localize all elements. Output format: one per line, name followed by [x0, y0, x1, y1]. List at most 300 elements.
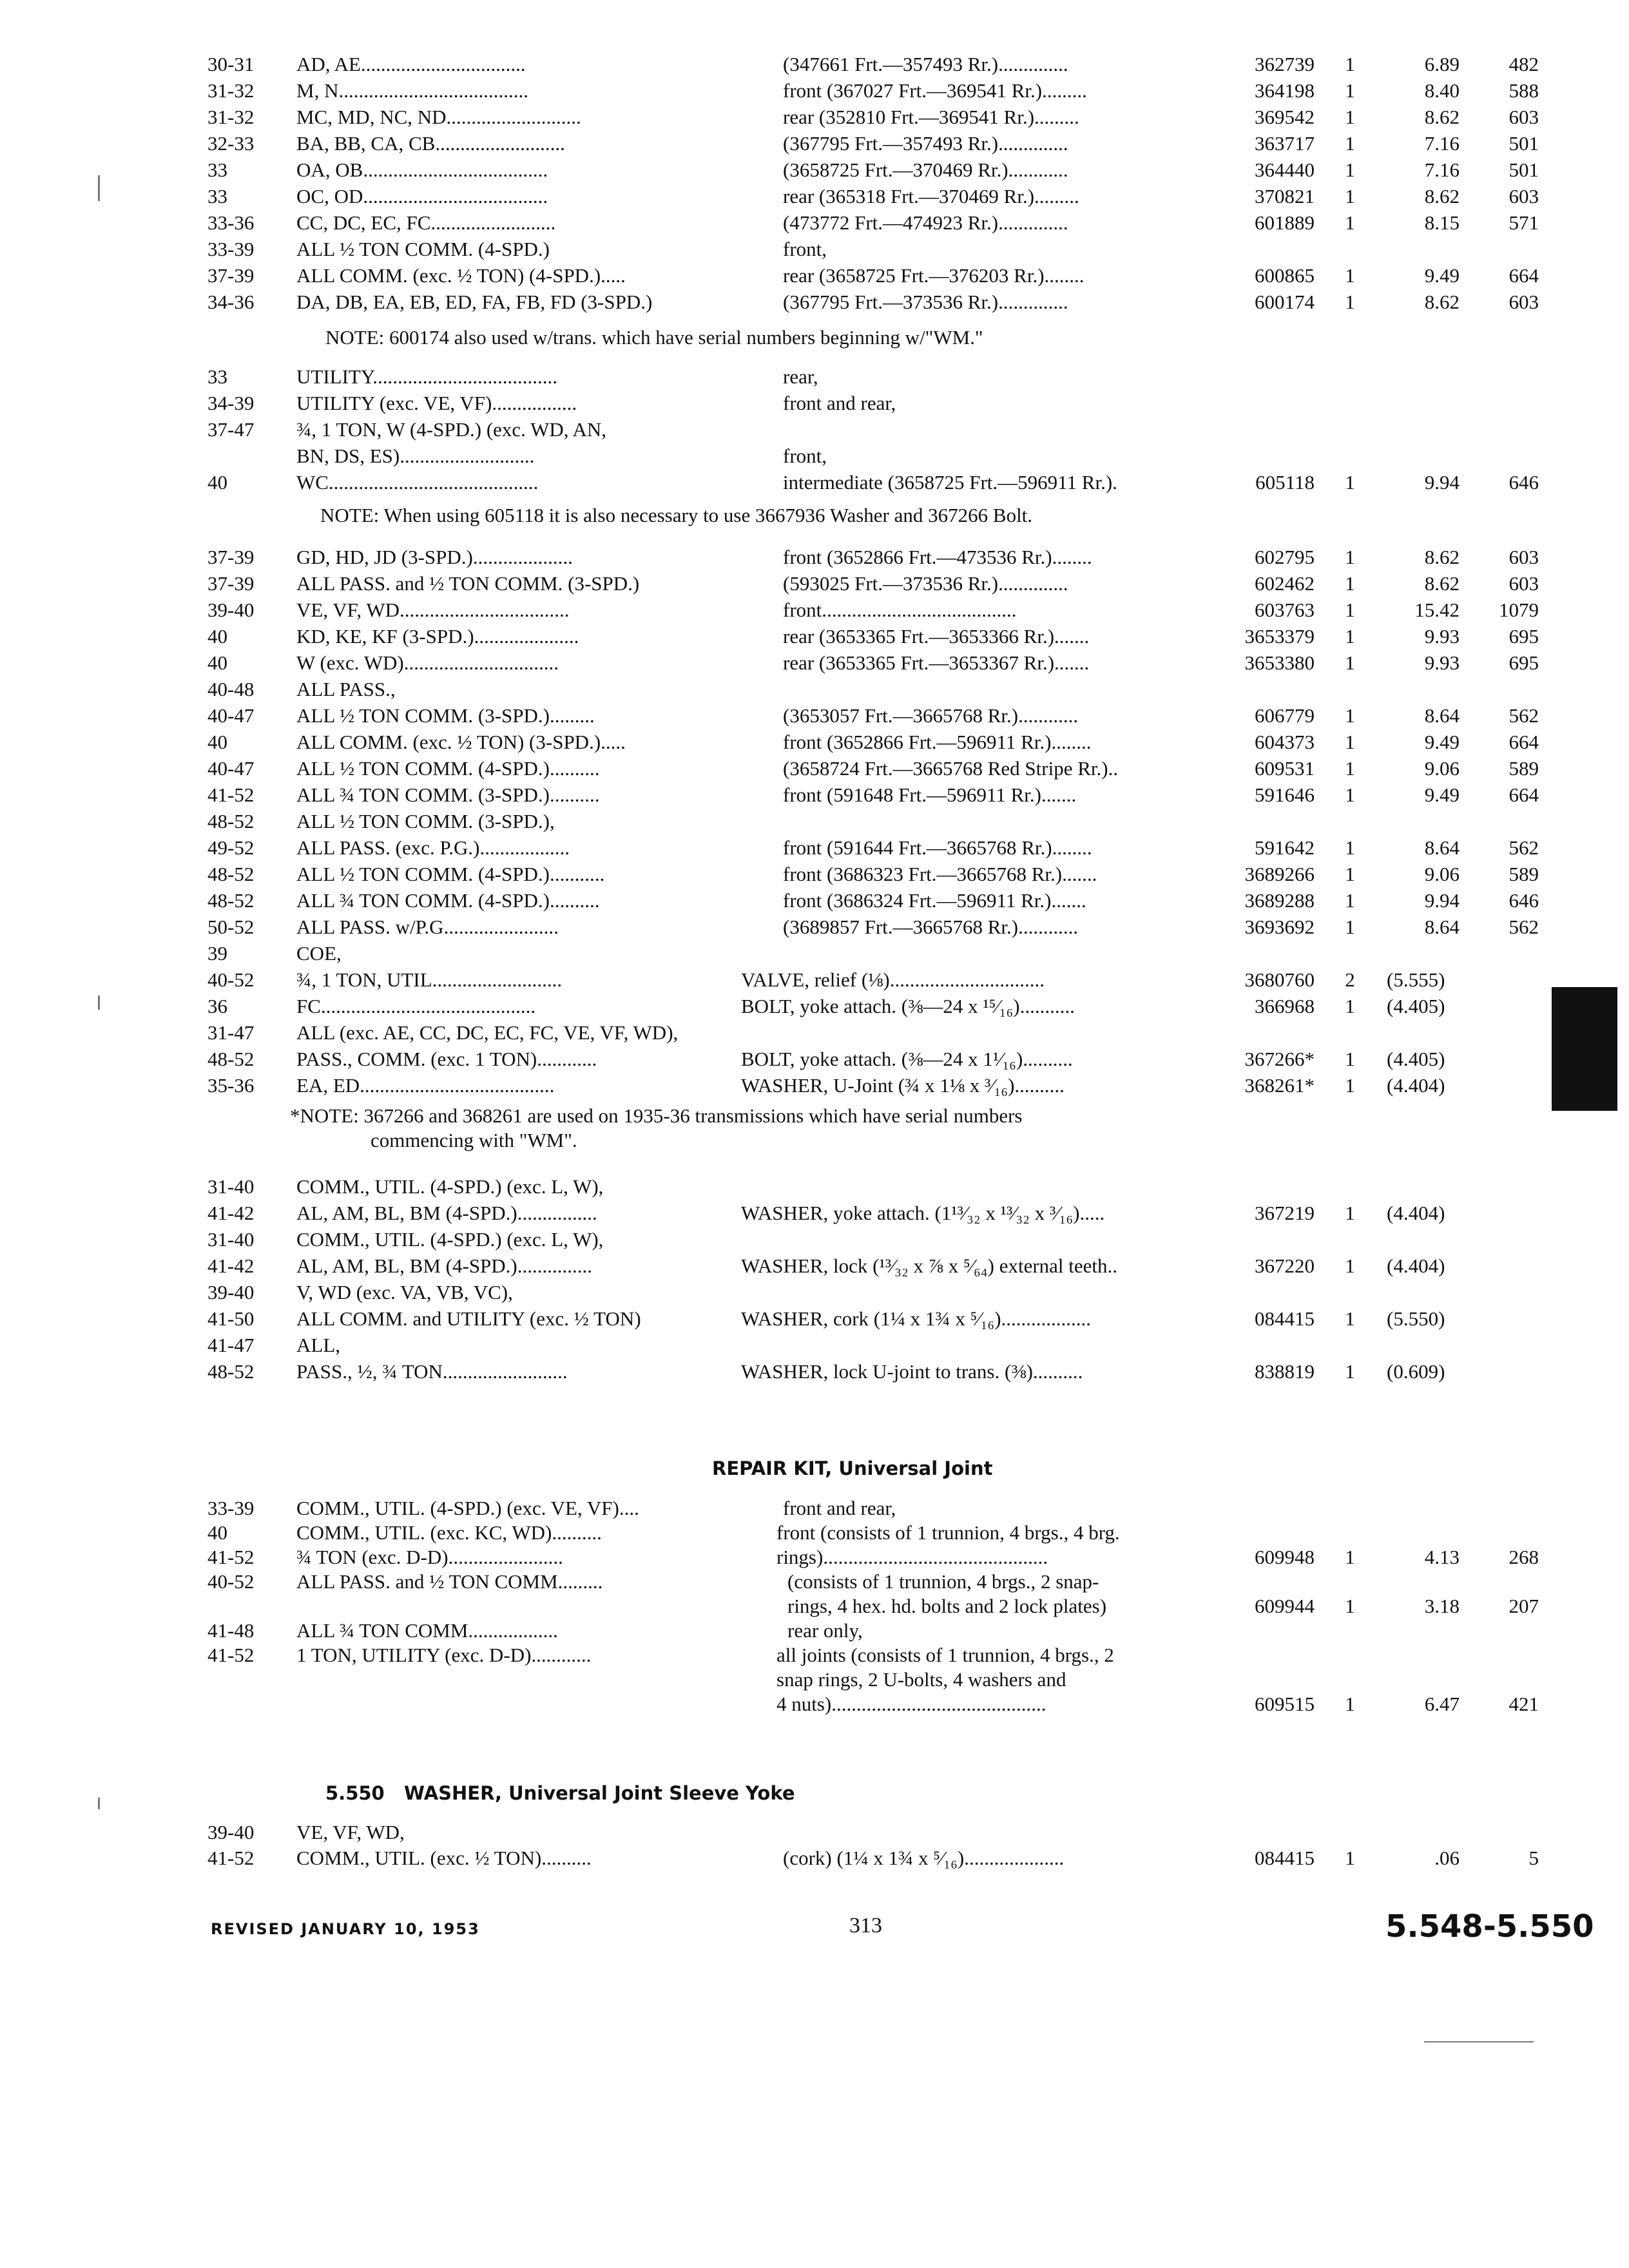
table-row — [0, 1306, 1629, 1332]
model-cell: GD, HD, JD (3-SPD.).................... — [296, 546, 573, 568]
note-serial-wm: NOTE: 600174 also used w/trans. which have serial numbers beginning w/"WM." — [325, 326, 983, 349]
price: 8.62 — [1424, 106, 1460, 128]
description-cell: rear (365318 Frt.—370469 Rr.)......... — [783, 185, 1079, 207]
part-number: 367266* — [1244, 1048, 1315, 1070]
price: 3.18 — [1424, 1595, 1460, 1617]
section-reference: (4.405) — [1387, 995, 1445, 1017]
year-range: 41-52 — [207, 1644, 255, 1666]
year-range: 31-40 — [207, 1175, 255, 1198]
part-number: 366968 — [1255, 995, 1315, 1017]
table-row — [0, 1593, 1629, 1619]
year-range: 40-47 — [207, 704, 255, 727]
quantity: 1 — [1345, 625, 1355, 648]
year-range: 40-52 — [207, 968, 255, 991]
year-range: 37-39 — [207, 572, 255, 595]
table-row — [0, 157, 1629, 183]
description-cell: rings)............................................. — [776, 1546, 1048, 1568]
year-range: 41-47 — [207, 1334, 255, 1356]
year-range: 40 — [207, 471, 227, 494]
quantity: 1 — [1345, 1048, 1355, 1070]
model-cell: CC, DC, EC, FC......................... — [296, 211, 556, 234]
weight: 562 — [1509, 704, 1539, 727]
model-cell: PASS., COMM. (exc. 1 TON)............ — [296, 1048, 597, 1070]
table-row — [0, 677, 1629, 702]
section-range: 5.548-5.550 — [1385, 1908, 1594, 1945]
part-number: 609948 — [1255, 1546, 1315, 1568]
weight: 562 — [1509, 916, 1539, 938]
table-row — [0, 624, 1629, 649]
table-row — [0, 1227, 1629, 1253]
description-cell: WASHER, yoke attach. (1¹³⁄₃₂ x ¹³⁄₃₂ x ³⁄₁₆)..... — [741, 1202, 1105, 1224]
description-cell: front (consists of 1 trunnion, 4 brgs., 4 brg. — [776, 1521, 1120, 1544]
description-cell: (473772 Frt.—474923 Rr.).............. — [783, 211, 1068, 234]
year-range: 30-31 — [207, 53, 255, 75]
part-number: 609515 — [1255, 1693, 1315, 1715]
quantity: 1 — [1345, 1307, 1355, 1330]
part-number: 370821 — [1255, 185, 1315, 207]
table-row — [0, 544, 1629, 570]
description-cell: front (591648 Frt.—596911 Rr.)....... — [783, 783, 1077, 806]
model-cell: BN, DS, ES)........................... — [296, 445, 535, 467]
quantity: 1 — [1345, 783, 1355, 806]
section-reference: (4.404) — [1387, 1202, 1445, 1224]
price: 9.93 — [1424, 625, 1460, 648]
weight: 695 — [1509, 625, 1539, 648]
part-number: 363717 — [1255, 132, 1315, 155]
quantity: 1 — [1345, 995, 1355, 1017]
model-cell: DA, DB, EA, EB, ED, FA, FB, FD (3-SPD.) — [296, 291, 653, 313]
table-row — [0, 1544, 1629, 1570]
model-cell: ALL PASS. and ½ TON COMM......... — [296, 1570, 603, 1593]
table-row — [0, 131, 1629, 157]
year-range: 48-52 — [207, 863, 255, 885]
model-cell: EA, ED....................................... — [296, 1074, 555, 1097]
table-row — [0, 571, 1629, 597]
model-cell: MC, MD, NC, ND........................... — [296, 106, 581, 128]
quantity: 1 — [1345, 53, 1355, 75]
part-number: 838819 — [1255, 1360, 1315, 1383]
description-cell: front (367027 Frt.—369541 Rr.)......... — [783, 79, 1087, 102]
table-row — [0, 417, 1629, 443]
description-cell: BOLT, yoke attach. (⅜—24 x 1¹⁄₁₆).......... — [741, 1048, 1073, 1070]
part-number: 362739 — [1255, 53, 1315, 75]
part-number: 084415 — [1255, 1847, 1315, 1869]
table-row — [0, 1046, 1629, 1072]
price: 7.16 — [1424, 132, 1460, 155]
part-number: 364198 — [1255, 79, 1315, 102]
model-cell: COE, — [296, 942, 342, 965]
quantity: 1 — [1345, 1847, 1355, 1869]
table-row — [0, 941, 1629, 966]
year-range: 40-52 — [207, 1570, 255, 1593]
note-washer-bolt: NOTE: When using 605118 it is also necessary to use 3667936 Washer and 367266 Bolt. — [320, 504, 1033, 526]
page-number: 313 — [849, 1914, 882, 1937]
price: 8.62 — [1424, 185, 1460, 207]
description-cell: front (591644 Frt.—3665768 Rr.)........ — [783, 836, 1092, 859]
part-number: 603763 — [1255, 599, 1315, 621]
part-number: 600174 — [1255, 291, 1315, 313]
description-cell: (347661 Frt.—357493 Rr.).............. — [783, 53, 1068, 75]
table-row — [0, 364, 1629, 390]
weight: 589 — [1509, 863, 1539, 885]
part-number: 609944 — [1255, 1595, 1315, 1617]
part-number: 3653379 — [1244, 625, 1315, 648]
price: 8.64 — [1424, 704, 1460, 727]
description-cell: WASHER, lock (¹³⁄₃₂ x ⅞ x ⁵⁄₆₄) external teeth.. — [741, 1254, 1118, 1277]
weight: 664 — [1509, 264, 1539, 287]
year-range: 41-48 — [207, 1619, 255, 1642]
quantity: 1 — [1345, 211, 1355, 234]
description-cell: (3689857 Frt.—3665768 Rr.)............ — [783, 916, 1079, 938]
section-heading-repair-kit: REPAIR KIT, Universal Joint — [712, 1457, 993, 1479]
description-cell: BOLT, yoke attach. (⅜—24 x ¹⁵⁄₁₆)........... — [741, 995, 1075, 1017]
table-row — [0, 914, 1629, 940]
weight: 603 — [1509, 185, 1539, 207]
year-range: 34-39 — [207, 392, 255, 414]
section-heading-washer: 5.550 WASHER, Universal Joint Sleeve Yoke — [325, 1782, 795, 1804]
description-cell: snap rings, 2 U-bolts, 4 washers and — [776, 1668, 1066, 1691]
scan-mark — [1424, 2041, 1534, 2042]
weight: 268 — [1509, 1546, 1539, 1568]
price: 9.49 — [1424, 731, 1460, 753]
quantity: 1 — [1345, 1360, 1355, 1383]
model-cell: M, N...................................... — [296, 79, 528, 102]
year-range: 32-33 — [207, 132, 255, 155]
quantity: 1 — [1345, 599, 1355, 621]
year-range: 48-52 — [207, 889, 255, 912]
table-row — [0, 390, 1629, 416]
year-range: 41-52 — [207, 1546, 255, 1568]
model-cell: COMM., UTIL. (exc. KC, WD).......... — [296, 1521, 602, 1544]
table-row — [0, 184, 1629, 209]
year-range: 49-52 — [207, 836, 255, 859]
quantity: 1 — [1345, 185, 1355, 207]
table-row — [0, 597, 1629, 623]
quantity: 1 — [1345, 159, 1355, 181]
part-number: 368261* — [1244, 1074, 1315, 1097]
weight: 664 — [1509, 731, 1539, 753]
quantity: 1 — [1345, 79, 1355, 102]
weight: 588 — [1509, 79, 1539, 102]
weight: 501 — [1509, 132, 1539, 155]
description-cell: (367795 Frt.—357493 Rr.).............. — [783, 132, 1068, 155]
model-cell: AL, AM, BL, BM (4-SPD.)............... — [296, 1254, 593, 1277]
table-row — [0, 1520, 1629, 1546]
quantity: 1 — [1345, 572, 1355, 595]
table-row — [0, 443, 1629, 469]
table-row — [0, 967, 1629, 993]
part-number: 3689266 — [1244, 863, 1315, 885]
description-cell: (3658725 Frt.—370469 Rr.)............ — [783, 159, 1068, 181]
quantity: 1 — [1345, 731, 1355, 753]
price: 8.62 — [1424, 291, 1460, 313]
description-cell: front (3686323 Frt.—3665768 Rr.)....... — [783, 863, 1097, 885]
section-reference: (0.609) — [1387, 1360, 1445, 1383]
note-1935-36: *NOTE: 367266 and 368261 are used on 1935-36 transmissions which have serial numbers — [290, 1104, 1023, 1127]
weight: 603 — [1509, 546, 1539, 568]
weight: 207 — [1509, 1595, 1539, 1617]
table-row — [0, 1020, 1629, 1046]
price: 8.15 — [1424, 211, 1460, 234]
quantity: 2 — [1345, 968, 1355, 991]
description-cell: VALVE, relief (⅛)............................... — [741, 968, 1045, 991]
year-range: 40-48 — [207, 678, 255, 700]
quantity: 1 — [1345, 651, 1355, 674]
price: 9.93 — [1424, 651, 1460, 674]
weight: 646 — [1509, 471, 1539, 494]
thumb-index-tab — [1552, 987, 1617, 1111]
description-cell: front (3652866 Frt.—473536 Rr.)........ — [783, 546, 1092, 568]
quantity: 1 — [1345, 757, 1355, 780]
price: 7.16 — [1424, 159, 1460, 181]
quantity: 1 — [1345, 836, 1355, 859]
scan-mark — [98, 1798, 100, 1809]
year-range: 33-39 — [207, 238, 255, 260]
description-cell: front, — [783, 238, 827, 260]
year-range: 31-32 — [207, 79, 255, 102]
part-number: 591646 — [1255, 783, 1315, 806]
description-cell: front (3686324 Frt.—596911 Rr.)....... — [783, 889, 1086, 912]
model-cell: ALL PASS. and ½ TON COMM. (3-SPD.) — [296, 572, 640, 595]
table-row — [0, 1332, 1629, 1358]
part-number: 600865 — [1255, 264, 1315, 287]
year-range: 39 — [207, 942, 227, 965]
table-row — [0, 1667, 1629, 1693]
table-row — [0, 470, 1629, 495]
model-cell: ALL ½ TON COMM. (4-SPD.) — [296, 238, 550, 260]
model-cell: WC.......................................... — [296, 471, 539, 494]
price: 6.47 — [1424, 1693, 1460, 1715]
model-cell: FC........................................... — [296, 995, 536, 1017]
quantity: 1 — [1345, 1074, 1355, 1097]
quantity: 1 — [1345, 1202, 1355, 1224]
table-row — [0, 1642, 1629, 1668]
scan-mark — [98, 175, 100, 201]
description-cell: (3653057 Frt.—3665768 Rr.)............ — [783, 704, 1079, 727]
part-number: 369542 — [1255, 106, 1315, 128]
revision-date: REVISED JANUARY 10, 1953 — [211, 1920, 480, 1938]
price: 8.62 — [1424, 546, 1460, 568]
note-1935-36-continued: commencing with "WM". — [371, 1129, 577, 1151]
model-cell: W (exc. WD)............................... — [296, 651, 559, 674]
description-cell: rear (3653365 Frt.—3653367 Rr.)....... — [783, 651, 1090, 674]
description-cell: (3658724 Frt.—3665768 Red Stripe Rr.).. — [783, 757, 1119, 780]
description-cell: 4 nuts)........................................... — [776, 1693, 1046, 1715]
description-cell: (consists of 1 trunnion, 4 brgs., 2 snap- — [787, 1570, 1099, 1593]
year-range: 40 — [207, 625, 227, 648]
part-number: 367219 — [1255, 1202, 1315, 1224]
year-range: 33-39 — [207, 1497, 255, 1519]
part-number: 367220 — [1255, 1254, 1315, 1277]
table-row — [0, 809, 1629, 834]
section-reference: (4.404) — [1387, 1074, 1445, 1097]
table-row — [0, 1359, 1629, 1385]
model-cell: ALL ¾ TON COMM.................. — [296, 1619, 558, 1642]
table-row — [0, 210, 1629, 236]
year-range: 39-40 — [207, 1281, 255, 1303]
weight: 603 — [1509, 106, 1539, 128]
description-cell: front (3652866 Frt.—596911 Rr.)........ — [783, 731, 1092, 753]
part-number: 601889 — [1255, 211, 1315, 234]
quantity: 1 — [1345, 106, 1355, 128]
part-number: 364440 — [1255, 159, 1315, 181]
price: 15.42 — [1414, 599, 1460, 621]
table-row — [0, 782, 1629, 808]
model-cell: ALL (exc. AE, CC, DC, EC, FC, VE, VF, WD), — [296, 1021, 679, 1044]
table-row — [0, 1820, 1629, 1845]
table-row — [0, 729, 1629, 755]
table-row — [0, 1200, 1629, 1226]
model-cell: ALL ¾ TON COMM. (3-SPD.).......... — [296, 783, 600, 806]
year-range: 33 — [207, 185, 227, 207]
weight: 501 — [1509, 159, 1539, 181]
year-range: 41-42 — [207, 1254, 255, 1277]
section-reference: (4.405) — [1387, 1048, 1445, 1070]
part-number: 3680760 — [1244, 968, 1315, 991]
table-row — [0, 703, 1629, 729]
description-cell: WASHER, lock U-joint to trans. (⅜).......... — [741, 1360, 1083, 1383]
table-row — [0, 1618, 1629, 1644]
quantity: 1 — [1345, 704, 1355, 727]
year-range: 35-36 — [207, 1074, 255, 1097]
weight: 603 — [1509, 572, 1539, 595]
price: 9.06 — [1424, 863, 1460, 885]
weight: 421 — [1509, 1693, 1539, 1715]
description-cell: (cork) (1¼ x 1¾ x ⁵⁄₁₆).................... — [783, 1847, 1065, 1869]
model-cell: ALL PASS. (exc. P.G.).................. — [296, 836, 570, 859]
part-number: 602795 — [1255, 546, 1315, 568]
description-cell: rear (3658725 Frt.—376203 Rr.)........ — [783, 264, 1084, 287]
weight: 664 — [1509, 783, 1539, 806]
model-cell: KD, KE, KF (3-SPD.)..................... — [296, 625, 579, 648]
weight: 482 — [1509, 53, 1539, 75]
model-cell: ALL PASS. w/P.G....................... — [296, 916, 559, 938]
description-cell: rings, 4 hex. hd. bolts and 2 lock plates) — [787, 1595, 1107, 1617]
year-range: 40 — [207, 731, 227, 753]
model-cell: ALL, — [296, 1334, 341, 1356]
price: 9.94 — [1424, 471, 1460, 494]
table-row — [0, 236, 1629, 262]
table-row — [0, 994, 1629, 1019]
year-range: 48-52 — [207, 1360, 255, 1383]
price: 4.13 — [1424, 1546, 1460, 1568]
table-row — [0, 1569, 1629, 1595]
model-cell: ALL ½ TON COMM. (3-SPD.)......... — [296, 704, 595, 727]
model-cell: ¾, 1 TON, W (4-SPD.) (exc. WD, AN, — [296, 418, 607, 441]
model-cell: COMM., UTIL. (4-SPD.) (exc. L, W), — [296, 1228, 604, 1251]
table-row — [0, 888, 1629, 914]
quantity: 1 — [1345, 1595, 1355, 1617]
year-range: 48-52 — [207, 810, 255, 832]
year-range: 41-50 — [207, 1307, 255, 1330]
part-number: 591642 — [1255, 836, 1315, 859]
model-cell: V, WD (exc. VA, VB, VC), — [296, 1281, 513, 1303]
table-row — [0, 52, 1629, 77]
model-cell: AL, AM, BL, BM (4-SPD.)................ — [296, 1202, 597, 1224]
table-row — [0, 650, 1629, 676]
table-row — [0, 1691, 1629, 1717]
table-row — [0, 1253, 1629, 1279]
model-cell: ¾ TON (exc. D-D)....................... — [296, 1546, 563, 1568]
price: 8.64 — [1424, 916, 1460, 938]
model-cell: BA, BB, CA, CB.......................... — [296, 132, 565, 155]
model-cell: UTILITY..................................... — [296, 365, 557, 388]
year-range: 33 — [207, 365, 227, 388]
model-cell: UTILITY (exc. VE, VF)................. — [296, 392, 577, 414]
year-range: 31-40 — [207, 1228, 255, 1251]
part-number: 3653380 — [1244, 651, 1315, 674]
table-row — [0, 1073, 1629, 1099]
weight: 5 — [1528, 1847, 1539, 1869]
model-cell: ALL COMM. (exc. ½ TON) (4-SPD.)..... — [296, 264, 626, 287]
quantity: 1 — [1345, 916, 1355, 938]
part-number: 609531 — [1255, 757, 1315, 780]
description-cell: WASHER, cork (1¼ x 1¾ x ⁵⁄₁₆).................. — [741, 1307, 1092, 1330]
quantity: 1 — [1345, 1693, 1355, 1715]
year-range: 50-52 — [207, 916, 255, 938]
year-range: 37-39 — [207, 264, 255, 287]
year-range: 37-39 — [207, 546, 255, 568]
year-range: 40 — [207, 651, 227, 674]
section-reference: (5.555) — [1387, 968, 1445, 991]
year-range: 36 — [207, 995, 227, 1017]
model-cell: 1 TON, UTILITY (exc. D-D)............ — [296, 1644, 592, 1666]
model-cell: ¾, 1 TON, UTIL.......................... — [296, 968, 563, 991]
quantity: 1 — [1345, 863, 1355, 885]
weight: 1079 — [1499, 599, 1539, 621]
description-cell: rear only, — [787, 1619, 863, 1642]
model-cell: VE, VF, WD, — [296, 1821, 405, 1843]
part-number: 3693692 — [1244, 916, 1315, 938]
table-row — [0, 835, 1629, 861]
year-range: 37-47 — [207, 418, 255, 441]
model-cell: ALL COMM. and UTILITY (exc. ½ TON) — [296, 1307, 641, 1330]
price: 8.40 — [1424, 79, 1460, 102]
year-range: 39-40 — [207, 1821, 255, 1843]
year-range: 33 — [207, 159, 227, 181]
quantity: 1 — [1345, 264, 1355, 287]
table-row — [0, 1280, 1629, 1305]
year-range: 40-47 — [207, 757, 255, 780]
table-row — [0, 104, 1629, 130]
year-range: 48-52 — [207, 1048, 255, 1070]
weight: 589 — [1509, 757, 1539, 780]
year-range: 33-36 — [207, 211, 255, 234]
part-number: 606779 — [1255, 704, 1315, 727]
description-cell: WASHER, U-Joint (¾ x 1⅛ x ³⁄₁₆).......... — [741, 1074, 1065, 1097]
model-cell: COMM., UTIL. (4-SPD.) (exc. L, W), — [296, 1175, 604, 1198]
description-cell: rear (352810 Frt.—369541 Rr.)......... — [783, 106, 1079, 128]
year-range: 34-36 — [207, 291, 255, 313]
model-cell: ALL ½ TON COMM. (4-SPD.).......... — [296, 757, 600, 780]
table-row — [0, 756, 1629, 782]
section-reference: (4.404) — [1387, 1254, 1445, 1277]
weight: 646 — [1509, 889, 1539, 912]
year-range: 41-52 — [207, 1847, 255, 1869]
price: 8.62 — [1424, 572, 1460, 595]
model-cell: ALL ½ TON COMM. (4-SPD.)........... — [296, 863, 605, 885]
weight: 603 — [1509, 291, 1539, 313]
price: 6.89 — [1424, 53, 1460, 75]
model-cell: AD, AE................................. — [296, 53, 526, 75]
table-row — [0, 861, 1629, 887]
weight: 562 — [1509, 836, 1539, 859]
description-cell: all joints (consists of 1 trunnion, 4 brgs., 2 — [776, 1644, 1114, 1666]
quantity: 1 — [1345, 471, 1355, 494]
model-cell: PASS., ½, ¾ TON......................... — [296, 1360, 568, 1383]
part-number: 602462 — [1255, 572, 1315, 595]
description-cell: front, — [783, 445, 827, 467]
